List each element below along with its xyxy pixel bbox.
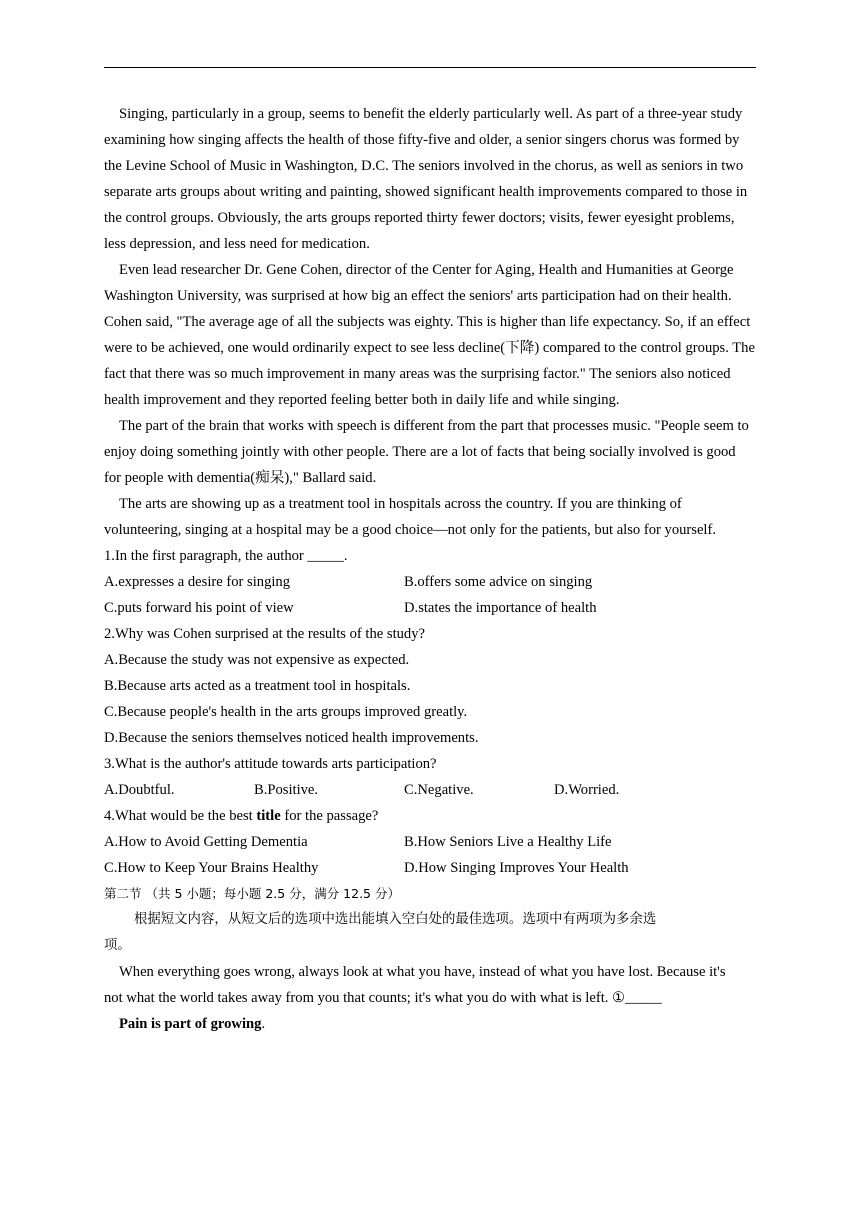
option-a: A.Because the study was not expensive as expected. — [104, 652, 410, 668]
section-2-paragraph-line-1: When everything goes wrong, always look at what you have, instead of what you have lost. Because it's — [119, 964, 726, 980]
option-b: B.How Seniors Live a Healthy Life — [404, 834, 612, 850]
question-1-stem: 1.In the first paragraph, the author _____. — [104, 548, 348, 564]
bold-heading-suffix: . — [261, 1016, 266, 1032]
section-2-instruction-line-1: 根据短文内容，从短文后的选项中选出能填入空白处的最佳选项。选项中有两项为多余选 — [134, 912, 657, 927]
question-4-stem-before: 4.What would be the best — [104, 808, 257, 824]
option-a: A.Doubtful. — [104, 782, 175, 798]
section-2-paragraph-line-2: not what the world takes away from you that counts; it's what you do with what is left. ①_____ — [104, 990, 662, 1006]
question-1-options-row-2 — [104, 595, 756, 621]
question-4-stem — [104, 803, 756, 829]
option-d: D.Worried. — [554, 782, 620, 798]
option-c: C.Because people's health in the arts groups improved greatly. — [104, 704, 468, 720]
option-c: C.How to Keep Your Brains Healthy — [104, 860, 319, 876]
option-a: A.expresses a desire for singing — [104, 574, 291, 590]
question-4-stem-bold: title — [256, 808, 281, 824]
section-2-bold-heading — [104, 1011, 756, 1037]
passage-paragraph-3: The part of the brain that works with speech is different from the part that processes music. "People seem to enjoy doing something jointly with other people. There are a lot of facts that being socially involved is good for people with dementia(痴呆)," Ballard said. — [104, 418, 749, 486]
option-d: D.Because the seniors themselves noticed health improvements. — [104, 730, 479, 746]
question-1-options-row-1 — [104, 569, 756, 595]
header-rule — [104, 67, 756, 68]
section-2-heading: 第二节 （共 5 小题；每小题 2.5 分，满分 12.5 分） — [104, 886, 400, 901]
option-d: D.How Singing Improves Your Health — [404, 860, 629, 876]
question-3-options — [104, 777, 756, 803]
option-b: B.Because arts acted as a treatment tool in hospitals. — [104, 678, 411, 694]
question-2-stem: 2.Why was Cohen surprised at the results of the study? — [104, 626, 425, 642]
passage-paragraph-2: Even lead researcher Dr. Gene Cohen, director of the Center for Aging, Health and Humanities at George Washington University, was surprised at how big an effect the seniors' arts participation had on their health. Cohen said, "The average age of all the subjects was eighty. This is higher than life expectancy. So, if an effect were to be achieved, one would ordinarily expect to see less decline(下降) compared to the control groups. The fact that there was so much improvement in many areas was the surprising factor." The seniors also noticed health improvement and they reported feeling better both in daily life and while singing. — [104, 262, 755, 408]
question-4-options-row-2 — [104, 855, 756, 881]
option-c: C.Negative. — [404, 782, 474, 798]
bold-heading-text: Pain is part of growing — [119, 1016, 262, 1032]
passage-paragraph-1: Singing, particularly in a group, seems to benefit the elderly particularly well. As part of a three-year study examining how singing affects the health of those fifty-five and older, a senior singers chorus was formed by the Levine School of Music in Washington, D.C. The seniors involved in the chorus, as well as seniors in two separate arts groups about writing and painting, showed significant health improvements compared to those in the control groups. Obviously, the arts groups reported thirty fewer doctors; visits, fewer eyesight problems, less depression, and less need for medication. — [104, 106, 748, 252]
section-2-instruction-line-2: 项。 — [104, 938, 131, 953]
option-b: B.Positive. — [254, 782, 319, 798]
option-c: C.puts forward his point of view — [104, 600, 294, 616]
passage-paragraph-4: The arts are showing up as a treatment tool in hospitals across the country. If you are thinking of volunteering, singing at a hospital may be a good choice—not only for the patients, but also for yourself. — [104, 496, 716, 538]
question-4-stem-after: for the passage? — [280, 808, 379, 824]
option-a: A.How to Avoid Getting Dementia — [104, 834, 308, 850]
option-b: B.offers some advice on singing — [404, 574, 593, 590]
question-4-options-row-1 — [104, 829, 756, 855]
option-d: D.states the importance of health — [404, 600, 597, 616]
document-body — [104, 101, 756, 1037]
question-3-stem: 3.What is the author's attitude towards arts participation? — [104, 756, 437, 772]
